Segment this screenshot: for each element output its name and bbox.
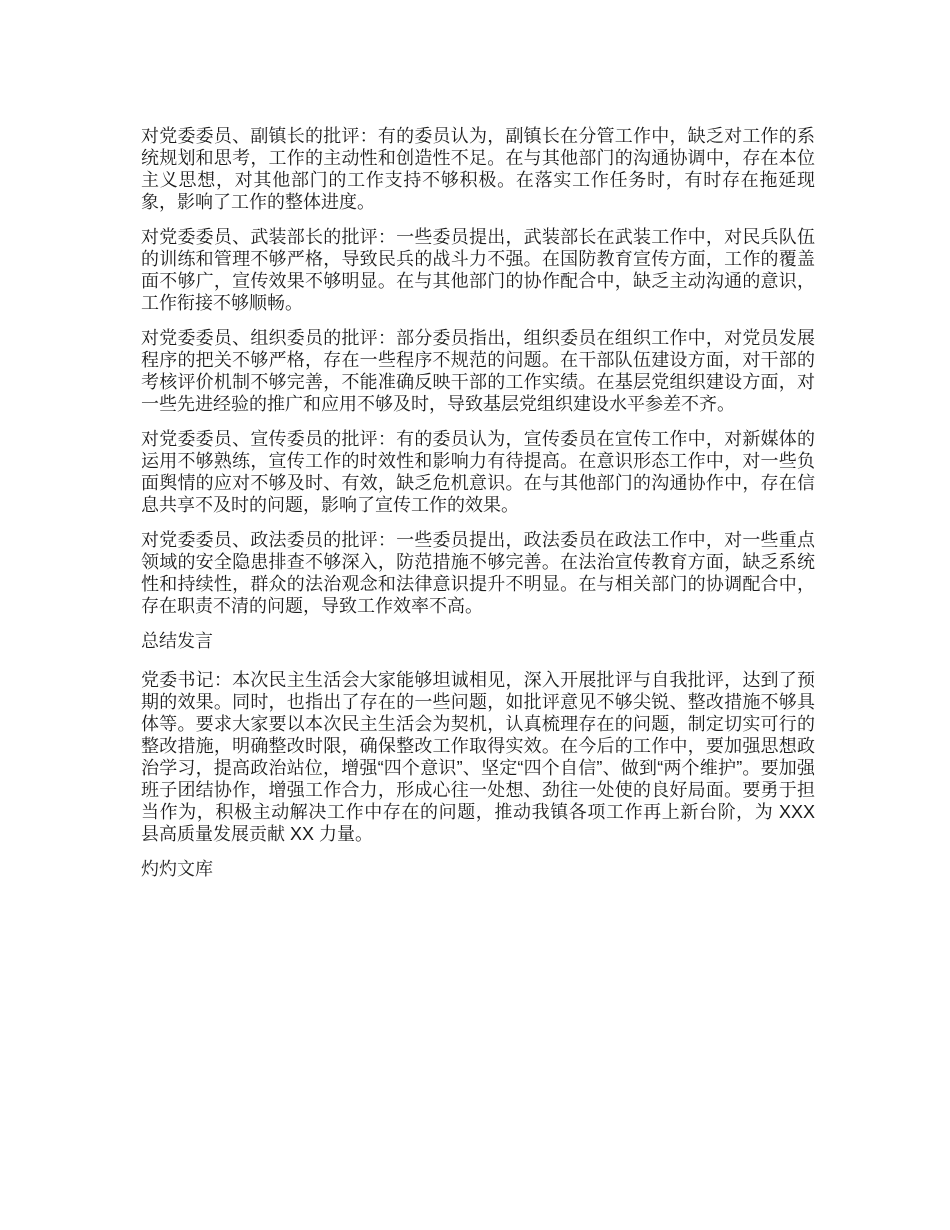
paragraph-criticism-politics-law-member: 对党委委员、政法委员的批评：一些委员提出，政法委员在政法工作中，对一些重点领域的安全隐患排查不够深入，防范措施不够完善。在法治宣传教育方面，缺乏系统性和持续性，群众的法治观念和法律意识提升不明显。在与相关部门的协调配合中，存在职责不清的问题，导致工作效率不高。 bbox=[141, 530, 815, 616]
section-heading-summary-speech: 总结发言 bbox=[141, 631, 213, 651]
library-watermark: 灼灼文库 bbox=[141, 859, 213, 879]
paragraph-criticism-armed-forces-minister: 对党委委员、武装部长的批评：一些委员提出，武装部长在武装工作中，对民兵队伍的训练和管理不够严格，导致民兵的战斗力不强。在国防教育宣传方面，工作的覆盖面不够广，宣传效果不够明显。在与其他部门的协作配合中，缺乏主动沟通的意识，工作衔接不够顺畅。 bbox=[141, 227, 815, 313]
paragraph-criticism-publicity-member: 对党委委员、宣传委员的批评：有的委员认为，宣传委员在宣传工作中，对新媒体的运用不够熟练，宣传工作的时效性和影响力有待提高。在意识形态工作中，对一些负面舆情的应对不够及时、有效，缺乏危机意识。在与其他部门的沟通协作中，存在信息共享不及时的问题，影响了宣传工作的效果。 bbox=[141, 429, 815, 515]
paragraph-criticism-organization-member: 对党委委员、组织委员的批评：部分委员指出，组织委员在组织工作中，对党员发展程序的把关不够严格，存在一些程序不规范的问题。在干部队伍建设方面，对干部的考核评价机制不够完善，不能准确反映干部的工作实绩。在基层党组织建设方面，对一些先进经验的推广和应用不够及时，导致基层党组织建设水平参差不齐。 bbox=[141, 328, 815, 414]
paragraph-summary-speech: 党委书记：本次民主生活会大家能够坦诚相见，深入开展批评与自我批评，达到了预期的效果。同时，也指出了存在的一些问题，如批评意见不够尖锐、整改措施不够具体等。要求大家要以本次民主生活会为契机，认真梳理存在的问题，制定切实可行的整改措施，明确整改时限，确保整改工作取得实效。在今后的工作中，要加强思想政治学习，提高政治站位，增强“四个意识”、坚定“四个自信”、做到“两个维护”。要加强班子团结协作，增强工作合力，形成心往一处想、劲往一处使的良好局面。要勇于担当作为，积极主动解决工作中存在的问题，推动我镇各项工作再上新台阶，为 XXX 县高质量发展贡献 XX 力量。 bbox=[141, 670, 815, 844]
paragraph-criticism-deputy-mayor: 对党委委员、副镇长的批评：有的委员认为，副镇长在分管工作中，缺乏对工作的系统规划和思考，工作的主动性和创造性不足。在与其他部门的沟通协调中，存在本位主义思想，对其他部门的工作支持不够积极。在落实工作任务时，有时存在拖延现象，影响了工作的整体进度。 bbox=[141, 126, 815, 212]
document-page bbox=[141, 125, 815, 880]
